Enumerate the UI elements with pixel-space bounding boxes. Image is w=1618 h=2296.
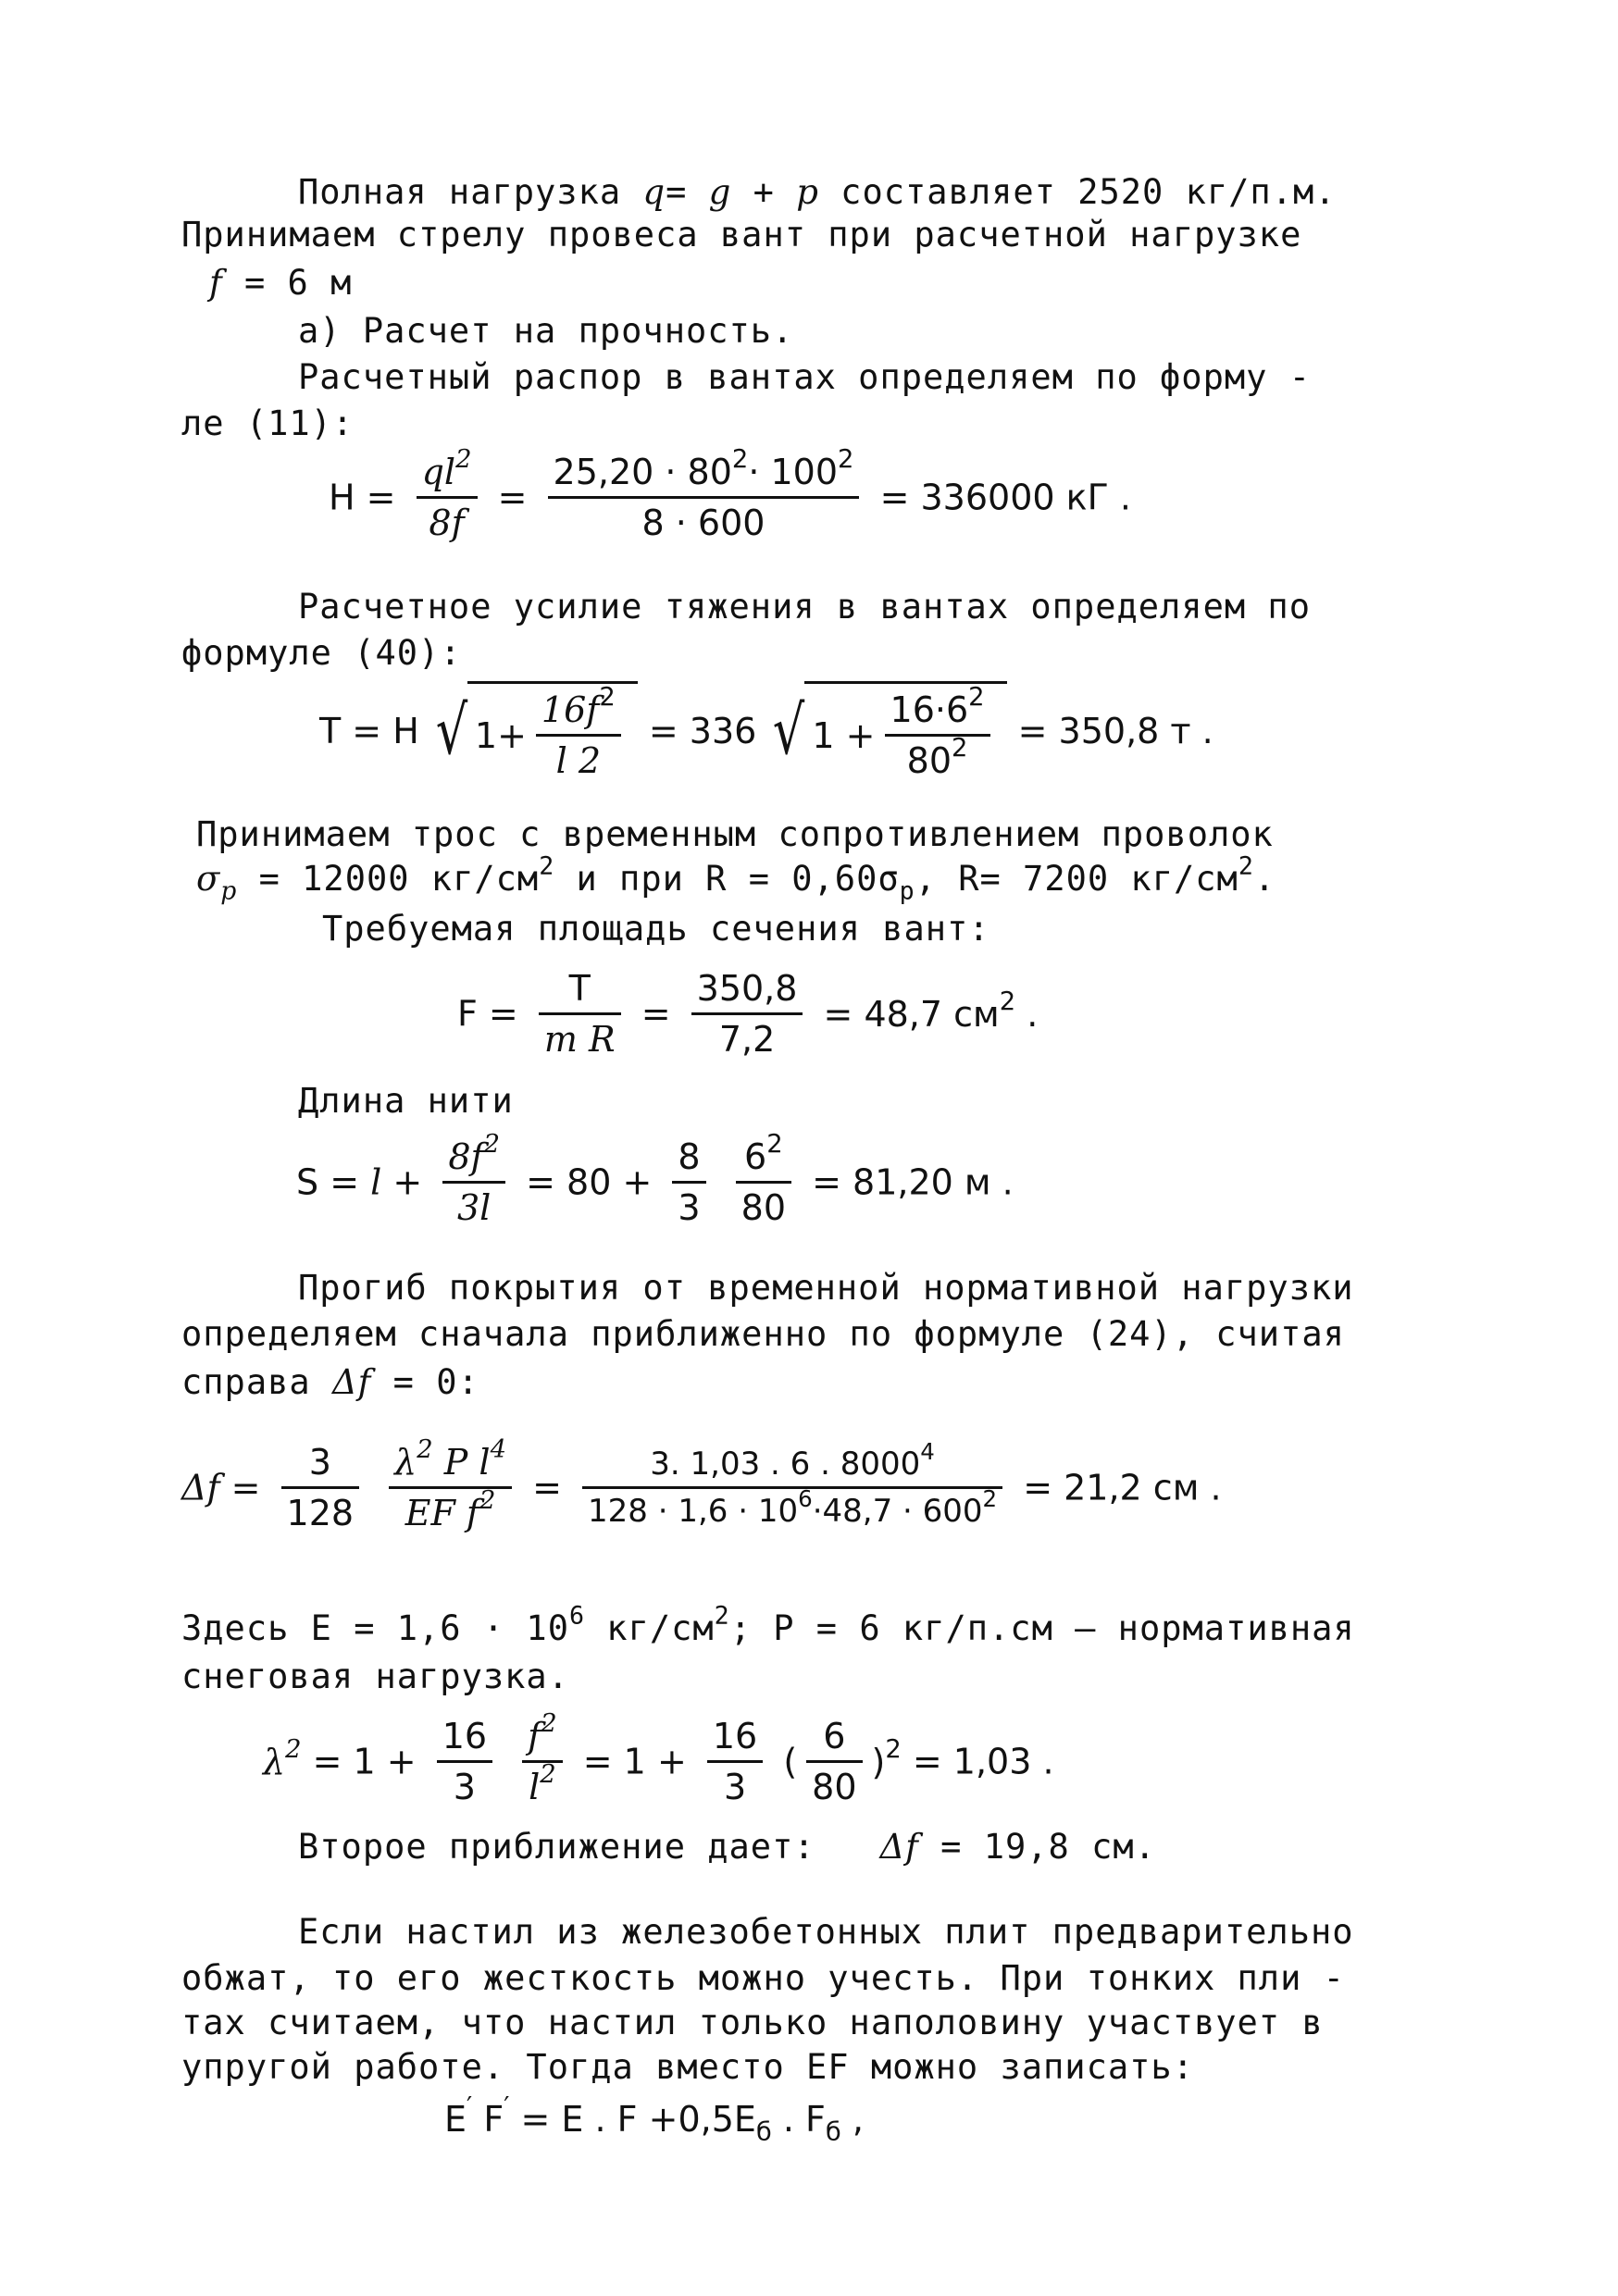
text-line: $\sigma_p = 12000$ $кг/см^2$ и при $R = 0,60\sigma_p$, R= 7200 $кг/см^2$. (196, 851, 1276, 906)
text-line: Расчетный распор в вантах определяем по форму - (298, 357, 1311, 397)
equation-deflection: Δf = $\frac{3}{128}$ $\frac{\lambda^2 P l^4}{EF f^2}$ = $\frac{3. 1,03 . 6 . 8000^4}{128 \cdot 1,6 \cdot 10^6\cdot 48,7 \cdot 600^2}$ = 21,2 см . (181, 1435, 1222, 1533)
text-line: Принимаем трос с временным сопротивлением проволок (196, 814, 1274, 854)
text-line: справа Δf = 0: (181, 1362, 479, 1402)
text-line: Здесь $E = 1,6 \cdot 10^6$ $кг/см^2$; P = 6 кг/п.см – нормативная (181, 1601, 1355, 1648)
text-line: ле (11): (181, 403, 355, 443)
text-line: Длина нити (298, 1081, 514, 1121)
fraction: $\frac{16}{3}$ (707, 1716, 763, 1807)
text-line: тах считаем, что настил только наполовину участвует в (181, 2003, 1324, 2042)
equation-h: H = $\frac{ql^2}{8f}$ = $\frac{25,20 \cdot 80^2\cdot 100^2}{8 \cdot 600}$ = 336000 кГ . (329, 445, 1131, 543)
equation-stiffness: E′ F′ = E . $F +0,5E_б$ . $F_б$ , (444, 2092, 864, 2147)
text-line: снеговая нагрузка. (181, 1657, 569, 1696)
fraction: $\frac{ql^2}{8f}$ (417, 452, 478, 543)
text-line: f = 6 м (209, 263, 353, 303)
fraction: $\frac{25,20 \cdot 80^2\cdot 100^2}{8 \cdot 600}$ (548, 452, 860, 543)
text-line: формуле (40): (181, 633, 462, 673)
fraction: $\frac{8}{3}$ (672, 1136, 705, 1228)
fraction: $\frac{16\cdot 6^2}{80^2}$ (885, 689, 990, 781)
text-line: Второе приближение дает: Δf = 19,8 см. (298, 1827, 1156, 1867)
text-line: упругой работе. Тогда вместо EF можно записать: (181, 2047, 1194, 2087)
text-line: Если настил из железобетонных плит предварительно (298, 1912, 1354, 1952)
fraction: $\frac{3}{128}$ (281, 1442, 360, 1533)
square-root: √ 1+ $\frac{16f^2}{l 2}$ (430, 681, 638, 781)
text-line: Требуемая площадь сечения вант: (322, 909, 990, 949)
text-line: определяем сначала приближенно по формуле (24), считая (181, 1314, 1345, 1354)
fraction: $\frac{T}{\text{m R}}$ (539, 968, 621, 1060)
fraction: $\frac{6}{80}$ (806, 1716, 862, 1807)
text-line: Принимаем стрелу провеса вант при расчетной нагрузке (181, 215, 1302, 254)
fraction: $\frac{8f^2}{3l}$ (442, 1136, 505, 1228)
square-root: √ 1 + $\frac{16\cdot 6^2}{80^2}$ (767, 681, 1006, 781)
fraction: $\frac{6^2}{80}$ (736, 1136, 791, 1228)
equation-t: T = H √ 1+ $\frac{16f^2}{l 2}$ = 336 √ 1 + $\frac{16\cdot 6^2}{80^2}$ = 350,8 т . (319, 681, 1214, 781)
fraction: $\frac{\lambda^2 P l^4}{EF f^2}$ (389, 1442, 512, 1533)
equation-f: F = $\frac{T}{\text{m R}}$ = $\frac{350,8}{7,2}$ = 48,7 $см^2$ . (457, 968, 1039, 1060)
equation-lambda: $\lambda^2 = 1$ + $\frac{16}{3}$ $\frac{f^2}{l^2}$ = 1 + $\frac{16}{3}$ ( $\frac{6}{80}$ )$^2$ = 1,03 . (263, 1709, 1054, 1807)
text-line: обжат, то его жесткость можно учесть. При тонких пли - (181, 1958, 1345, 1998)
fraction: $\frac{16f^2}{l 2}$ (536, 689, 621, 781)
fraction: $\frac{f^2}{l^2}$ (522, 1716, 563, 1807)
text-line: Прогиб покрытия от временной нормативной нагрузки (298, 1268, 1354, 1308)
equation-s: S = l + $\frac{8f^2}{3l}$ = 80 + $\frac{8}{3}$ $\frac{6^2}{80}$ = 81,20 м . (296, 1130, 1014, 1228)
text-line: Полная нагрузка q= g + p составляет 2520 кг/п.м. (298, 172, 1337, 212)
text-line: а) Расчет на прочность. (298, 311, 794, 351)
fraction: $\frac{350,8}{7,2}$ (691, 968, 803, 1060)
fraction: $\frac{3. 1,03 . 6 . 8000^4}{128 \cdot 1,6 \cdot 10^6\cdot 48,7 \cdot 600^2}$ (582, 1446, 1002, 1530)
fraction: $\frac{16}{3}$ (437, 1716, 492, 1807)
text-line: Расчетное усилие тяжения в вантах определяем по (298, 587, 1311, 627)
